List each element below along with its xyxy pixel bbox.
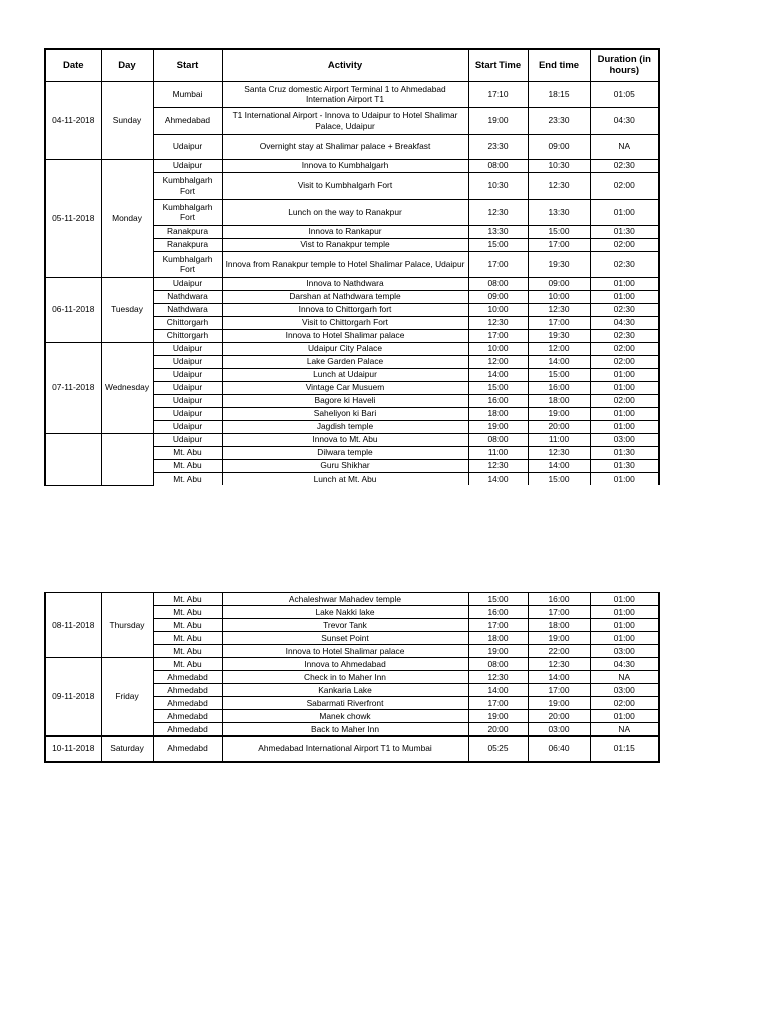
duration-cell: 04:30 [590,316,659,329]
itinerary-table-page-2 [44,592,660,763]
activity-cell: Lake Garden Palace [222,355,468,368]
start-time-cell: 12:30 [468,671,528,684]
header-start: Start [153,49,222,81]
start-time-cell: 10:00 [468,342,528,355]
activity-cell: Innova to Mt. Abu [222,433,468,446]
end-time-cell: 19:00 [528,632,590,645]
end-time-cell: 19:30 [528,251,590,277]
duration-cell: 01:00 [590,199,659,225]
start-cell: Mt. Abu [153,645,222,658]
start-cell: Ranakpura [153,225,222,238]
activity-cell: Bagore ki Haveli [222,394,468,407]
header-row [45,49,659,81]
activity-cell: Sabarmati Riverfront [222,697,468,710]
start-time-cell: 09:00 [468,290,528,303]
duration-cell: 01:00 [590,420,659,433]
end-time-cell: 10:00 [528,290,590,303]
activity-cell: Achaleshwar Mahadev temple [222,593,468,606]
start-time-cell: 08:00 [468,658,528,671]
start-cell: Udaipur [153,134,222,159]
date-cell: 10-11-2018 [45,736,101,762]
duration-cell: 04:30 [590,658,659,671]
start-cell: Udaipur [153,368,222,381]
end-time-cell: 19:00 [528,697,590,710]
day-cell: Saturday [101,736,153,762]
start-time-cell: 10:30 [468,172,528,199]
duration-cell: 02:30 [590,251,659,277]
start-cell: Ahmedabd [153,723,222,736]
start-cell: Udaipur [153,394,222,407]
date-cell: 05-11-2018 [45,159,101,277]
date-cell: 09-11-2018 [45,658,101,736]
end-time-cell: 20:00 [528,710,590,723]
duration-cell: NA [590,134,659,159]
duration-cell: 01:30 [590,446,659,459]
day-cell: Sunday [101,81,153,159]
activity-cell: Vintage Car Musuem [222,381,468,394]
activity-cell: Kankaria Lake [222,684,468,697]
table-row [45,342,659,355]
end-time-cell: 18:15 [528,81,590,107]
start-cell: Ranakpura [153,238,222,251]
table-row [45,658,659,671]
duration-cell: 01:00 [590,368,659,381]
start-time-cell: 11:00 [468,446,528,459]
activity-cell: Vist to Ranakpur temple [222,238,468,251]
start-cell: Mt. Abu [153,632,222,645]
duration-cell: 01:30 [590,459,659,472]
end-time-cell: 12:30 [528,446,590,459]
day-cell: Thursday [101,593,153,658]
start-time-cell: 17:10 [468,81,528,107]
start-cell: Mt. Abu [153,459,222,472]
duration-cell: 04:30 [590,107,659,134]
start-time-cell: 14:00 [468,684,528,697]
end-time-cell: 10:30 [528,159,590,172]
header-activity: Activity [222,49,468,81]
end-time-cell: 12:30 [528,172,590,199]
duration-cell: 01:00 [590,290,659,303]
duration-cell: 01:05 [590,81,659,107]
start-cell: Kumbhalgarh Fort [153,251,222,277]
start-time-cell: 18:00 [468,632,528,645]
activity-cell: Innova to Hotel Shalimar palace [222,645,468,658]
activity-cell: Udaipur City Palace [222,342,468,355]
date-cell [45,433,101,485]
start-cell: Ahmedabd [153,671,222,684]
table-row [45,433,659,446]
start-time-cell: 18:00 [468,407,528,420]
end-time-cell: 06:40 [528,736,590,762]
duration-cell: NA [590,723,659,736]
itinerary-body-page-2 [45,593,659,762]
duration-cell: 01:00 [590,472,659,485]
start-time-cell: 13:30 [468,225,528,238]
end-time-cell: 14:00 [528,459,590,472]
start-cell: Mt. Abu [153,619,222,632]
activity-cell: Jagdish temple [222,420,468,433]
duration-cell: 02:00 [590,394,659,407]
header-day: Day [101,49,153,81]
duration-cell: 02:00 [590,355,659,368]
table-row [45,159,659,172]
start-time-cell: 15:00 [468,381,528,394]
activity-cell: Check in to Maher Inn [222,671,468,684]
start-time-cell: 23:30 [468,134,528,159]
start-time-cell: 10:00 [468,303,528,316]
duration-cell: 02:00 [590,172,659,199]
start-cell: Ahmedabd [153,736,222,762]
end-time-cell: 17:00 [528,238,590,251]
table-row [45,81,659,107]
activity-cell: Saheliyon ki Bari [222,407,468,420]
end-time-cell: 23:30 [528,107,590,134]
duration-cell: 01:00 [590,606,659,619]
start-cell: Chittorgarh [153,316,222,329]
start-time-cell: 08:00 [468,433,528,446]
table-row [45,277,659,290]
activity-cell: Innova to Chittorgarh fort [222,303,468,316]
header-end-time: End time [528,49,590,81]
header-date: Date [45,49,101,81]
end-time-cell: 09:00 [528,134,590,159]
start-time-cell: 12:30 [468,316,528,329]
activity-cell: Overnight stay at Shalimar palace + Breakfast [222,134,468,159]
activity-cell: Visit to Chittorgarh Fort [222,316,468,329]
end-time-cell: 16:00 [528,593,590,606]
day-cell [101,433,153,485]
end-time-cell: 15:00 [528,225,590,238]
activity-cell: Lunch at Udaipur [222,368,468,381]
day-cell: Wednesday [101,342,153,433]
start-cell: Mt. Abu [153,472,222,485]
day-cell: Tuesday [101,277,153,342]
start-time-cell: 08:00 [468,277,528,290]
start-cell: Chittorgarh [153,329,222,342]
start-cell: Udaipur [153,355,222,368]
duration-cell: 01:00 [590,710,659,723]
duration-cell: 01:15 [590,736,659,762]
start-time-cell: 05:25 [468,736,528,762]
start-time-cell: 17:00 [468,697,528,710]
start-cell: Ahmedabad [153,107,222,134]
end-time-cell: 09:00 [528,277,590,290]
table-row [45,593,659,606]
activity-cell: Lunch on the way to Ranakpur [222,199,468,225]
activity-cell: Ahmedabad International Airport T1 to Mumbai [222,736,468,762]
end-time-cell: 14:00 [528,355,590,368]
start-time-cell: 12:30 [468,199,528,225]
start-time-cell: 08:00 [468,159,528,172]
activity-cell: Trevor Tank [222,619,468,632]
header-duration: Duration (in hours) [590,49,659,81]
end-time-cell: 12:00 [528,342,590,355]
activity-cell: Guru Shikhar [222,459,468,472]
start-cell: Nathdwara [153,303,222,316]
end-time-cell: 17:00 [528,316,590,329]
duration-cell: NA [590,671,659,684]
activity-cell: Lake Nakki lake [222,606,468,619]
activity-cell: Innova to Ahmedabad [222,658,468,671]
start-time-cell: 15:00 [468,238,528,251]
end-time-cell: 17:00 [528,606,590,619]
activity-cell: Innova to Kumbhalgarh [222,159,468,172]
activity-cell: Back to Maher Inn [222,723,468,736]
duration-cell: 01:30 [590,225,659,238]
start-cell: Kumbhalgarh Fort [153,199,222,225]
end-time-cell: 17:00 [528,684,590,697]
start-cell: Mt. Abu [153,593,222,606]
start-time-cell: 16:00 [468,394,528,407]
start-time-cell: 17:00 [468,619,528,632]
duration-cell: 02:00 [590,697,659,710]
activity-cell: Dilwara temple [222,446,468,459]
itinerary-body-page-1 [45,81,659,485]
end-time-cell: 13:30 [528,199,590,225]
duration-cell: 01:00 [590,619,659,632]
date-cell: 07-11-2018 [45,342,101,433]
end-time-cell: 22:00 [528,645,590,658]
end-time-cell: 19:30 [528,329,590,342]
activity-cell: Lunch at Mt. Abu [222,472,468,485]
end-time-cell: 15:00 [528,472,590,485]
activity-cell: Sunset Point [222,632,468,645]
itinerary-table-page-1 [44,48,660,486]
duration-cell: 01:00 [590,593,659,606]
end-time-cell: 20:00 [528,420,590,433]
activity-cell: Innova to Hotel Shalimar palace [222,329,468,342]
start-cell: Udaipur [153,381,222,394]
start-cell: Ahmedabd [153,697,222,710]
start-cell: Nathdwara [153,290,222,303]
start-time-cell: 19:00 [468,107,528,134]
start-time-cell: 17:00 [468,329,528,342]
duration-cell: 01:00 [590,407,659,420]
duration-cell: 02:30 [590,159,659,172]
activity-cell: Santa Cruz domestic Airport Terminal 1 to Ahmedabad Internation Airport T1 [222,81,468,107]
end-time-cell: 18:00 [528,619,590,632]
end-time-cell: 15:00 [528,368,590,381]
activity-cell: Manek chowk [222,710,468,723]
start-cell: Mt. Abu [153,606,222,619]
end-time-cell: 19:00 [528,407,590,420]
start-cell: Udaipur [153,277,222,290]
start-time-cell: 19:00 [468,710,528,723]
duration-cell: 02:30 [590,329,659,342]
table-row [45,736,659,762]
start-time-cell: 19:00 [468,645,528,658]
date-cell: 04-11-2018 [45,81,101,159]
end-time-cell: 03:00 [528,723,590,736]
start-cell: Udaipur [153,433,222,446]
activity-cell: Innova to Rankapur [222,225,468,238]
start-time-cell: 17:00 [468,251,528,277]
duration-cell: 03:00 [590,684,659,697]
day-cell: Monday [101,159,153,277]
activity-cell: T1 International Airport - Innova to Udaipur to Hotel Shalimar Palace, Udaipur [222,107,468,134]
header-start-time: Start Time [468,49,528,81]
end-time-cell: 18:00 [528,394,590,407]
start-cell: Mumbai [153,81,222,107]
start-cell: Udaipur [153,342,222,355]
start-time-cell: 12:00 [468,355,528,368]
duration-cell: 03:00 [590,645,659,658]
duration-cell: 01:00 [590,381,659,394]
activity-cell: Darshan at Nathdwara temple [222,290,468,303]
start-cell: Ahmedabd [153,684,222,697]
date-cell: 08-11-2018 [45,593,101,658]
activity-cell: Visit to Kumbhalgarh Fort [222,172,468,199]
end-time-cell: 12:30 [528,303,590,316]
start-time-cell: 14:00 [468,368,528,381]
activity-cell: Innova from Ranakpur temple to Hotel Shalimar Palace, Udaipur [222,251,468,277]
end-time-cell: 11:00 [528,433,590,446]
duration-cell: 02:00 [590,342,659,355]
end-time-cell: 14:00 [528,671,590,684]
start-cell: Ahmedabd [153,710,222,723]
start-cell: Udaipur [153,407,222,420]
start-time-cell: 14:00 [468,472,528,485]
end-time-cell: 16:00 [528,381,590,394]
start-time-cell: 16:00 [468,606,528,619]
start-cell: Udaipur [153,159,222,172]
duration-cell: 02:30 [590,303,659,316]
day-cell: Friday [101,658,153,736]
start-time-cell: 15:00 [468,593,528,606]
start-cell: Mt. Abu [153,658,222,671]
duration-cell: 03:00 [590,433,659,446]
duration-cell: 02:00 [590,238,659,251]
start-time-cell: 19:00 [468,420,528,433]
duration-cell: 01:00 [590,277,659,290]
date-cell: 06-11-2018 [45,277,101,342]
start-cell: Kumbhalgarh Fort [153,172,222,199]
end-time-cell: 12:30 [528,658,590,671]
start-time-cell: 20:00 [468,723,528,736]
start-time-cell: 12:30 [468,459,528,472]
activity-cell: Innova to Nathdwara [222,277,468,290]
start-cell: Udaipur [153,420,222,433]
start-cell: Mt. Abu [153,446,222,459]
duration-cell: 01:00 [590,632,659,645]
